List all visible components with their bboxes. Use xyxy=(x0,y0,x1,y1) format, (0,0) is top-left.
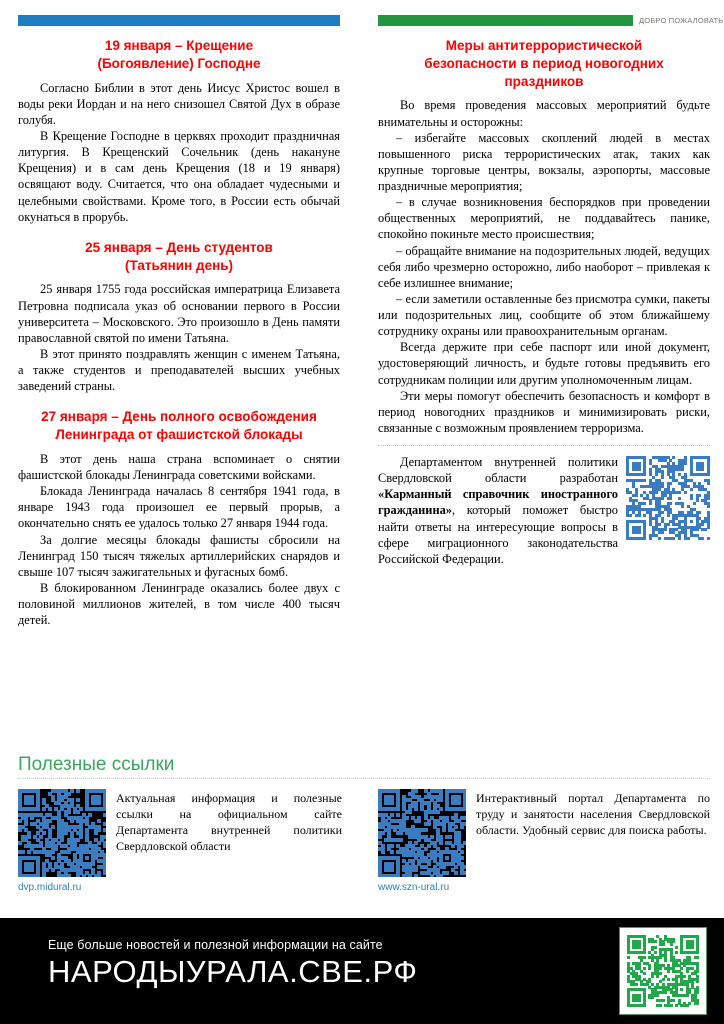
article-title-line: 19 января – Крещение xyxy=(104,38,254,53)
footer-banner xyxy=(0,918,724,1024)
article-bullet-paragraph: – избегайте массовых скоплений людей в местах повышенного риска террористических атак, таких как крупные торговые центры, вокзалы, аэропорты, массовые праздничные мероприятия; xyxy=(378,130,710,194)
link-card-dvp xyxy=(0,789,362,893)
handbook-text-part2: , который поможет быстро найти ответы на интересующие вопросы в сфере миграционного законодательства Российской Федерации. xyxy=(378,503,618,566)
footer-text-block xyxy=(48,938,417,989)
article-paragraph: За долгие месяцы блокады фашисты сбросили на Ленинград 150 тысяч тяжелых артиллерийских снарядов и свыше 107 тысяч зажигательных и фугасных бомб. xyxy=(18,532,340,579)
article-paragraph: В Крещение Господне в церквях проходит праздничная литургия. В Крещенский Сочельник (день накануне Крещения) и в сам день Крещения (18 и 19 января) освящают воду. Считается, что она обладает чудесными и целебными свойствами. Кроме того, в России есть обычай окунаться в прорубь. xyxy=(18,129,340,224)
dvp-description: Актуальная информация и полезные ссылки на официальном сайте Департамента внутренней политики Свердловской области xyxy=(116,790,342,853)
blue-accent-bar-row xyxy=(18,14,340,26)
article-title-leningrad-liberation xyxy=(18,408,340,444)
article-bullet-paragraph: – если заметили оставленные без присмотра сумки, пакеты или подозрительных лиц, сообщите об этом ближайшему сотруднику охраны или правоохранительным органам. xyxy=(378,291,710,339)
green-accent-bar-row xyxy=(378,14,724,26)
article-paragraph: 25 января 1755 года российская императрица Елизавета Петровна подписала указ об основании первого в России университета – Московского. Это произошло в День памяти православной святой по имени Татьяна. xyxy=(18,282,340,345)
left-column xyxy=(0,14,362,628)
welcome-label: ДОБРО ПОЖАЛОВАТЬ xyxy=(639,15,724,25)
section-divider xyxy=(378,445,710,446)
article-title-line: 27 января – День полного освобождения xyxy=(41,409,317,425)
article-paragraph: Всегда держите при себе паспорт или иной документ, удостоверяющий личность, и будьте готовы предъявить его сотрудникам полиции или другим уполномоченным лицам. xyxy=(378,340,710,387)
article-paragraph: Во время проведения массовых мероприятий будьте внимательны и осторожны: xyxy=(378,98,710,129)
article-title-line: безопасности в период новогодних xyxy=(424,55,664,71)
article-title-students-day xyxy=(18,239,340,275)
useful-links-section xyxy=(0,755,724,893)
footer-kicker: Еще больше новостей и полезной информации на сайте xyxy=(48,938,383,952)
footer-domain: НАРОДЫУРАЛА.СВЕ.РФ xyxy=(48,954,418,989)
szn-ural-qr-code[interactable] xyxy=(378,789,466,877)
article-bullet-paragraph: – обращайте внимание на подозрительных людей, ведущих себя либо чрезмерно осторожно, либо наоборот – привлекая к себе излишнее внимание; xyxy=(378,243,710,290)
article-title-line: Меры антитеррористической xyxy=(445,38,643,53)
blue-accent-bar xyxy=(18,15,340,26)
handbook-qr-code[interactable] xyxy=(626,456,710,540)
handbook-block xyxy=(378,454,710,567)
green-accent-bar xyxy=(378,15,633,26)
link-qr-column xyxy=(18,789,106,893)
article-bullet-paragraph: – в случае возникновения беспорядков при проведении общественных мероприятий, не поддавайтесь панике, спокойно покиньте место происшествия; xyxy=(378,195,710,242)
article-title-antiterror-safety xyxy=(378,37,710,90)
article-paragraph: Блокада Ленинграда началась 8 сентября 1941 года, в январе 1943 года произошел ее первый прорыв, а окончательно снять ее удалось только 27 января 1944 года. xyxy=(18,484,340,531)
szn-description: Интерактивный портал Департамента по труду и занятости населения Свердловской области. Удобный сервис для поиска работы. xyxy=(476,790,710,837)
article-paragraph: Согласно Библии в этот день Иисус Христос вошел в воды реки Иордан и на него снизошел Святой Дух в образе голубя. xyxy=(18,80,340,127)
szn-ural-url[interactable]: www.szn-ural.ru xyxy=(378,881,450,893)
two-column-layout xyxy=(0,14,724,628)
handbook-text-part1: Департаментом внутренней политики Свердловской области разработан xyxy=(378,455,618,486)
dvp-midural-qr-code[interactable] xyxy=(18,789,106,877)
article-paragraph: Эти меры помогут обеспечить безопасность и комфорт в период новогодних праздников и минимизировать риски, связанные с возможным проявлением терроризма. xyxy=(378,388,710,435)
useful-links-divider xyxy=(18,778,710,779)
article-paragraph: В блокированном Ленинграде оказались более двух с половиной миллионов жителей, в том числе 400 тысяч детей. xyxy=(18,580,340,628)
link-qr-column xyxy=(378,789,466,893)
link-card-szn xyxy=(362,789,724,893)
article-title-line: 25 января – День студентов xyxy=(85,239,273,255)
dvp-midural-url[interactable]: dvp.midural.ru xyxy=(18,881,82,893)
footer-site-qr-code[interactable] xyxy=(619,927,707,1015)
useful-links-grid xyxy=(0,789,724,893)
article-paragraph: В этот принято поздравлять женщин с именем Татьяна, а также студентов и преподавателей высших учебных заведений страны. xyxy=(18,346,340,394)
article-title-line: (Богоявление) Господне xyxy=(97,55,261,71)
handbook-text-bold: «Карманный справочник иностранного гражданина» xyxy=(378,487,618,518)
article-title-line: (Татьянин день) xyxy=(124,257,234,273)
right-column xyxy=(362,14,724,567)
article-title-line: праздников xyxy=(504,73,584,89)
useful-links-heading: Полезные ссылки xyxy=(18,754,175,775)
article-paragraph: В этот день наша страна вспоминает о снятии фашистской блокады Ленинграда советскими войсками. xyxy=(18,451,340,482)
article-title-epiphany xyxy=(18,37,340,73)
article-title-line: Ленинграда от фашистской блокады xyxy=(55,427,303,443)
